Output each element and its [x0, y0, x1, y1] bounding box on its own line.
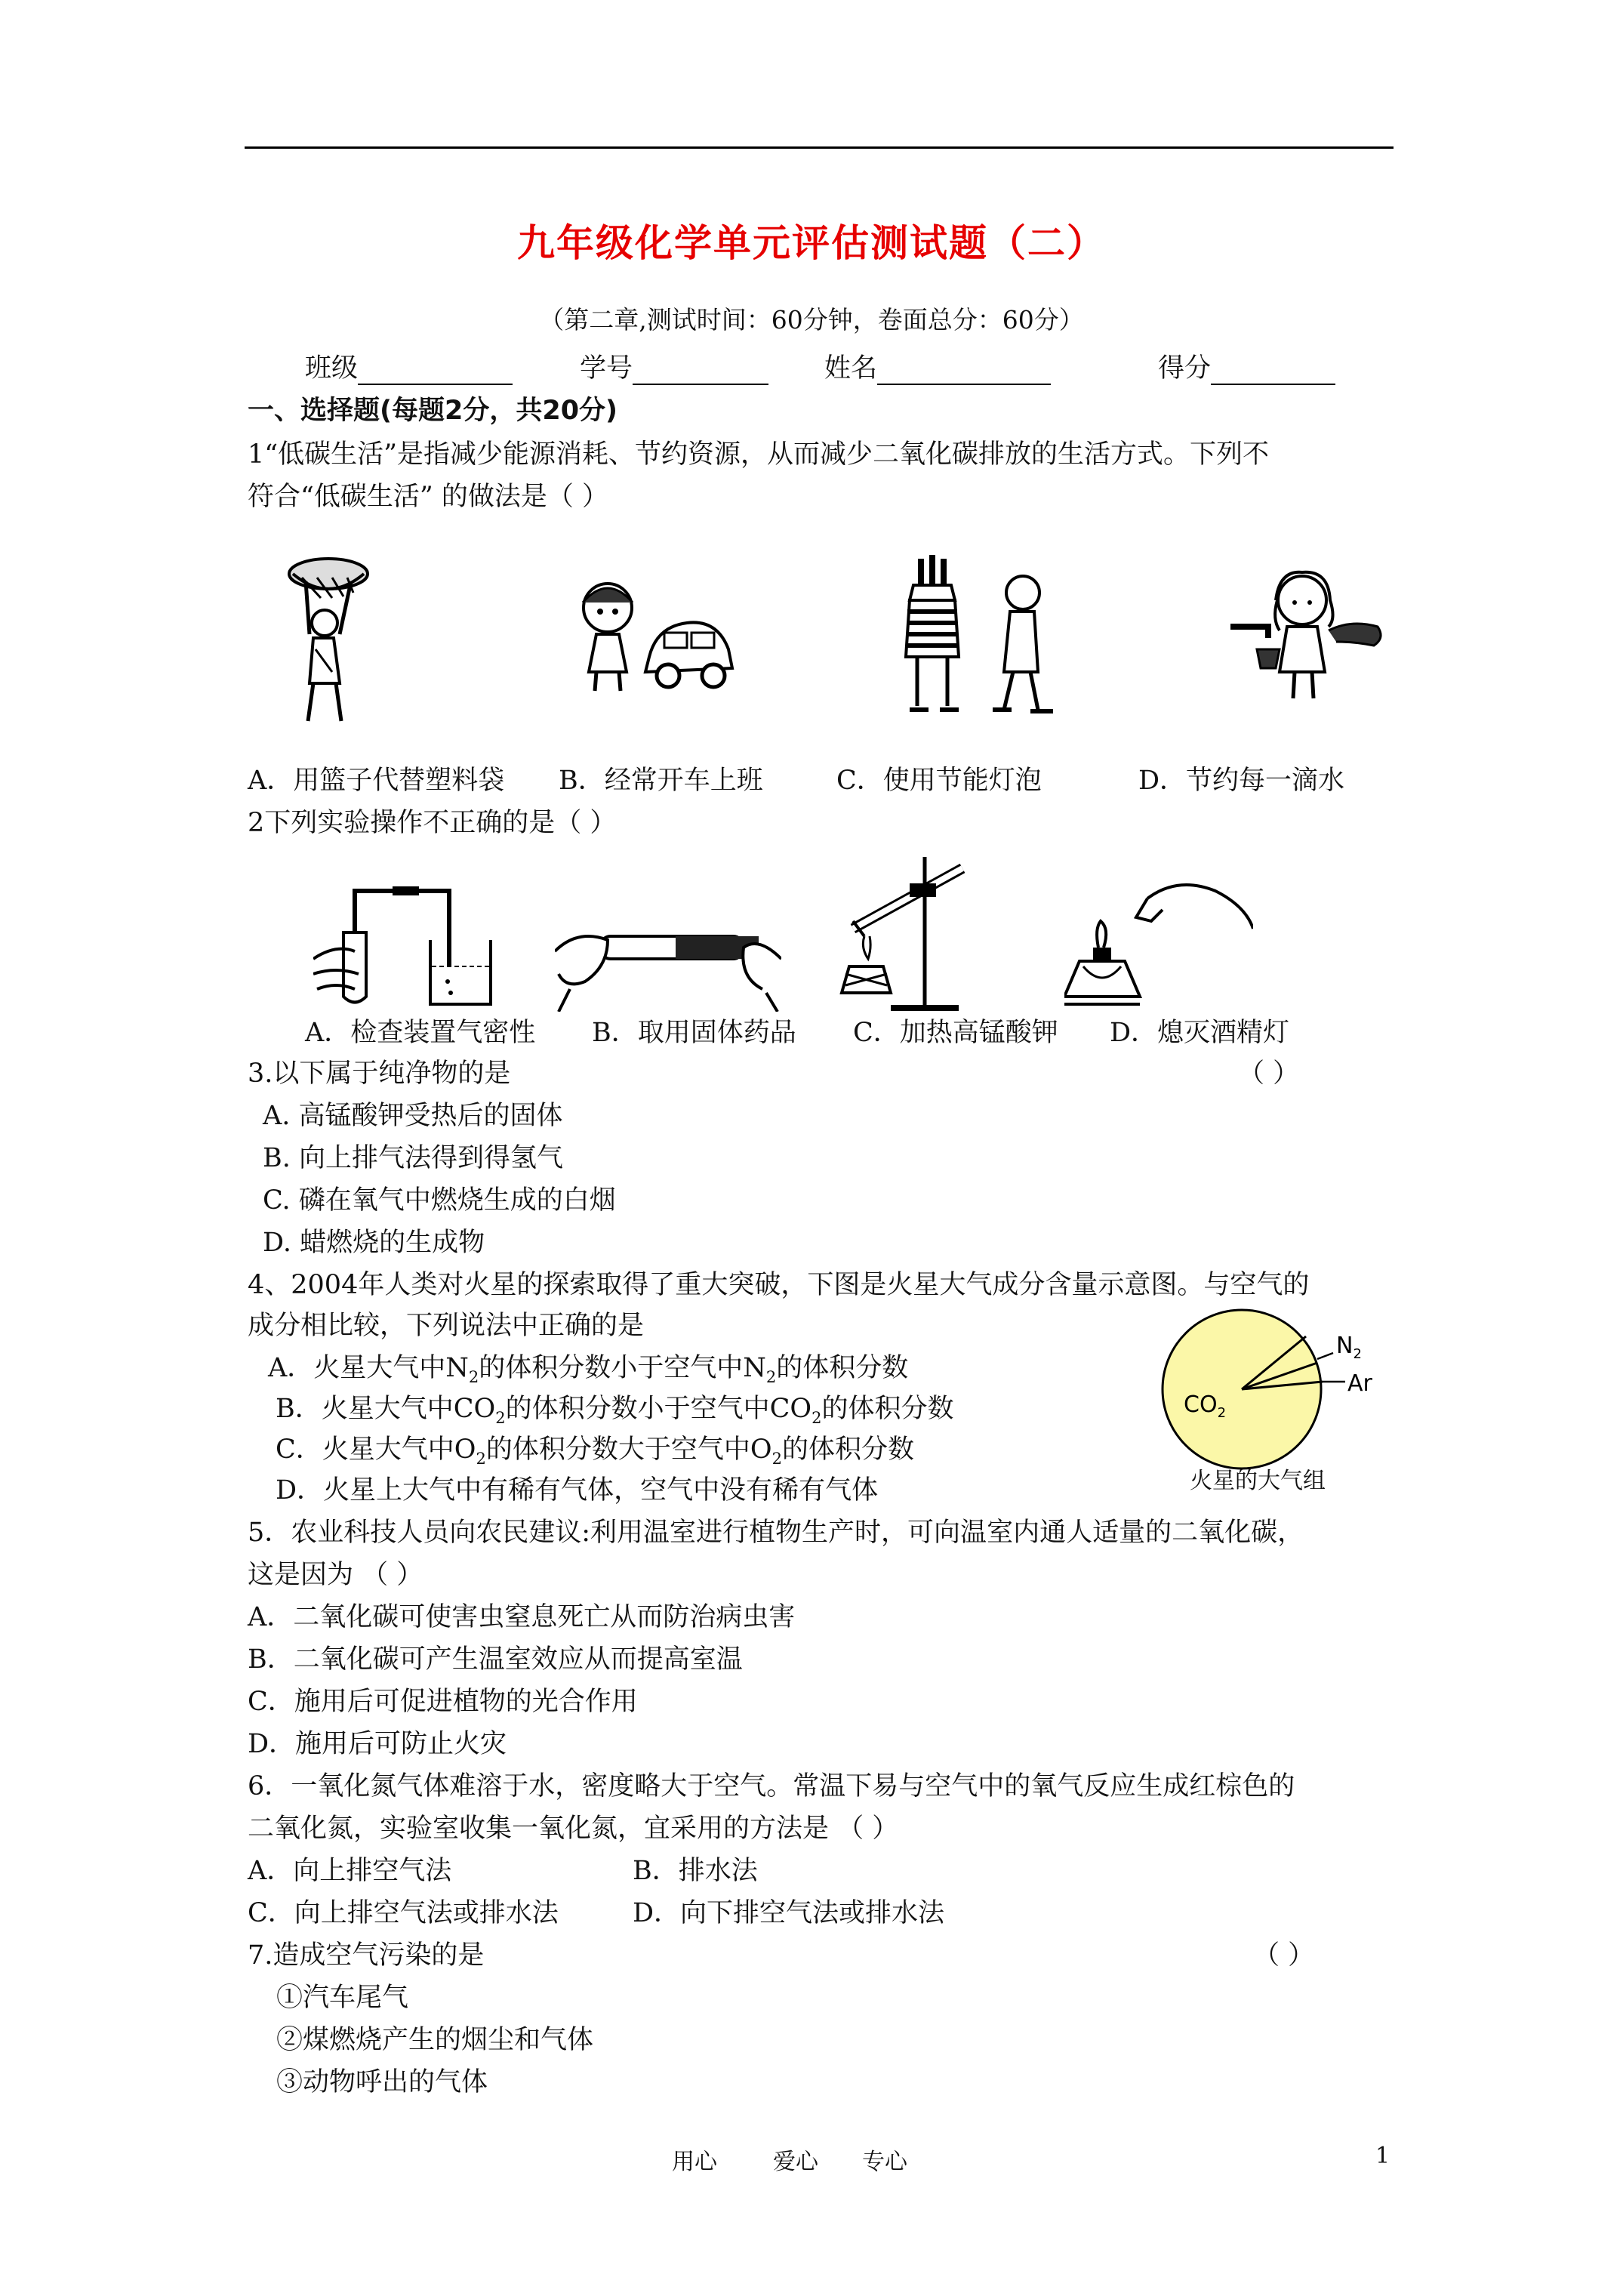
footer-motto-1: 用心	[672, 2149, 717, 2175]
q3-answer-bracket[interactable]: （ ）	[1238, 1059, 1300, 1089]
q6-option-a: A．向上排空气法	[248, 1856, 452, 1886]
info-score: 得分	[1158, 352, 1335, 385]
q4-option-c: C．火星大气中$O_2$的体积分数大于空气中$O_2$的体积分数	[276, 1435, 914, 1468]
q5-stem-line2: 这是因为 （ ）	[248, 1560, 423, 1590]
saving-water-girl-illustration	[1223, 566, 1397, 710]
q1-option-d: D．节约每一滴水	[1138, 766, 1345, 796]
extinguish-lamp-illustration	[1064, 876, 1253, 1019]
q7-item-3: ③动物呼出的气体	[276, 2067, 488, 2097]
q7-item-2: ②煤燃烧产生的烟尘和气体	[276, 2025, 594, 2055]
q1-option-a: A．用篮子代替塑料袋	[248, 766, 505, 796]
q4-stem-line1: 4、2004年人类对火星的探索取得了重大突破，下图是火星大气成分含量示意图。与空气的	[248, 1270, 1310, 1300]
q5-option-a: A．二氧化碳可使害虫窒息死亡从而防治病虫害	[248, 1602, 796, 1632]
header-rule	[245, 146, 1394, 149]
q3-option-a: A. 高锰酸钾受热后的固体	[263, 1101, 563, 1131]
page-number: 1	[1375, 2143, 1390, 2169]
pie-label-co2: $CO_2$	[1184, 1391, 1227, 1421]
score-blank[interactable]	[1211, 358, 1335, 385]
q5-option-b: B．二氧化碳可产生温室效应从而提高室温	[248, 1644, 743, 1675]
name-blank[interactable]	[877, 358, 1051, 385]
pie-label-n2: $N_2$	[1336, 1333, 1362, 1362]
q1-stem-line1: 1“低碳生活”是指减少能源消耗、节约资源，从而减少二氧化碳排放的生活方式。下列不	[248, 439, 1270, 470]
info-class: 班级	[305, 352, 513, 385]
energy-saving-lamp-illustration	[898, 551, 1064, 717]
q7-item-1: ①汽车尾气	[276, 1983, 409, 2013]
q4-option-d: D．火星上大气中有稀有气体，空气中没有稀有气体	[276, 1475, 879, 1505]
footer-motto-3: 专心	[862, 2149, 907, 2175]
q2-stem: 2下列实验操作不正确的是（ ）	[248, 808, 617, 838]
heating-kmno4-illustration	[830, 853, 981, 1019]
info-number: 学号	[580, 352, 768, 385]
basket-person-illustration	[279, 551, 385, 725]
page-title: 九年级化学单元评估测试题（二）	[517, 221, 1106, 265]
footer-motto-2: 爱心	[773, 2149, 818, 2175]
q6-option-b: B．排水法	[633, 1856, 758, 1886]
q2-option-c: C．加热高锰酸钾	[853, 1018, 1058, 1048]
q7-answer-bracket[interactable]: （ ）	[1253, 1940, 1315, 1971]
q6-stem-line1: 6．一氧化氮气体难溶于水，密度略大于空气。常温下易与空气中的氧气反应生成红棕色的	[248, 1771, 1295, 1801]
solid-reagent-illustration	[555, 906, 781, 1012]
q2-option-b: B．取用固体药品	[592, 1018, 796, 1048]
number-blank[interactable]	[633, 358, 768, 385]
q4-stem-line2: 成分相比较，下列说法中正确的是	[248, 1311, 645, 1341]
q3-option-b: B. 向上排气法得到得氢气	[263, 1143, 563, 1173]
page-subtitle: （第二章,测试时间：60分钟，卷面总分：60分）	[539, 305, 1084, 334]
q5-option-d: D．施用后可防止火灾	[248, 1729, 507, 1759]
info-name: 姓名	[824, 352, 1051, 385]
q3-stem: 3.以下属于纯净物的是	[248, 1059, 511, 1089]
q3-option-d: D. 蜡燃烧的生成物	[263, 1228, 485, 1258]
q5-stem-line1: 5．农业科技人员向农民建议:利用温室进行植物生产时，可向温室内通人适量的二氧化碳，	[248, 1518, 1304, 1548]
q6-option-d: D．向下排空气法或排水法	[633, 1898, 945, 1928]
q7-stem: 7.造成空气污染的是	[248, 1940, 485, 1971]
q2-option-a: A．检查装置气密性	[305, 1018, 536, 1048]
q1-option-b: B．经常开车上班	[559, 766, 763, 796]
q6-option-c: C．向上排空气法或排水法	[248, 1898, 559, 1928]
pie-label-ar: Ar	[1347, 1370, 1372, 1397]
q4-option-a: A．火星大气中$N_2$的体积分数小于空气中$N_2$的体积分数	[268, 1353, 909, 1386]
q3-option-c: C. 磷在氧气中燃烧生成的白烟	[263, 1185, 616, 1216]
driving-girl-illustration	[566, 574, 740, 695]
airtightness-check-illustration	[313, 876, 506, 1012]
mars-atmosphere-pie	[1155, 1306, 1404, 1472]
q4-option-b: B．火星大气中$CO_2$的体积分数小于空气中$CO_2$的体积分数	[276, 1394, 954, 1427]
q5-option-c: C．施用后可促进植物的光合作用	[248, 1687, 638, 1717]
section-heading: 一、选择题(每题2分，共20分)	[248, 396, 618, 426]
class-blank[interactable]	[358, 358, 513, 385]
q1-stem-line2: 符合“低碳生活” 的做法是（ ）	[248, 482, 609, 512]
q6-stem-line2: 二氧化氮，实验室收集一氧化氮，宜采用的方法是 （ ）	[248, 1814, 899, 1844]
q1-option-c: C．使用节能灯泡	[836, 766, 1042, 796]
q2-option-d: D．熄灭酒精灯	[1110, 1018, 1290, 1048]
pie-caption: 火星的大气组	[1190, 1468, 1326, 1494]
